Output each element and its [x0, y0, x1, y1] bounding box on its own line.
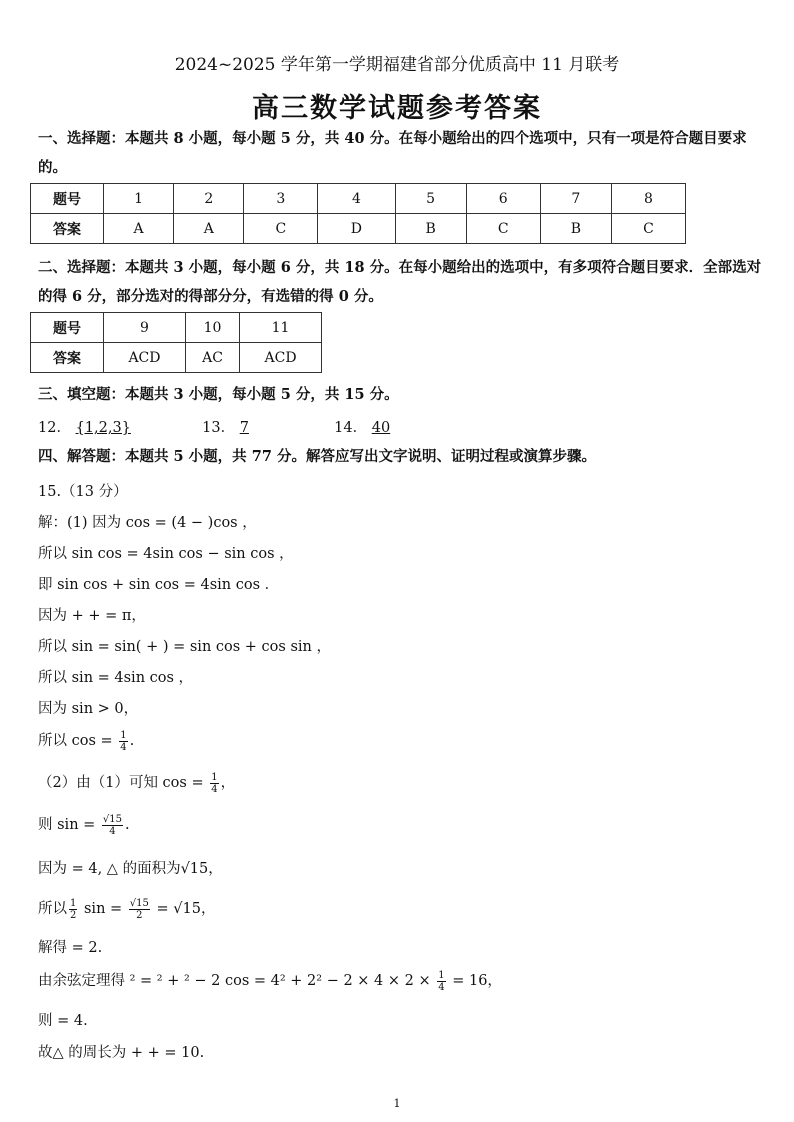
line-text: 则 sin = [38, 817, 100, 833]
answer-cell: B [395, 214, 466, 244]
denominator: 4 [109, 825, 116, 837]
line-text: . [129, 733, 135, 749]
solution-line: 因为 sin > 0， [38, 701, 139, 717]
solution-line [38, 771, 235, 795]
line-text: （2）由（1）可知 cos = [38, 775, 209, 791]
line-text: ， [220, 775, 236, 791]
question-number: 7 [540, 184, 611, 214]
question-number: 8 [612, 184, 686, 214]
question-number: 11 [240, 313, 322, 343]
section3-heading: 三、填空题：本题共 3 小题，每小题 5 分，共 15 分。 [38, 386, 399, 403]
fill-in-answers [38, 416, 390, 437]
item-number: 13． [202, 420, 236, 436]
page-number: 1 [393, 1097, 401, 1110]
table-row [31, 313, 322, 343]
solution-line [38, 897, 215, 921]
answer-cell: AC [185, 343, 239, 373]
fraction [119, 730, 127, 753]
solution-line [38, 813, 130, 837]
denominator: 2 [70, 909, 77, 921]
line-text: = √15， [151, 901, 216, 917]
solution-line [38, 729, 134, 753]
fraction [210, 772, 218, 795]
answer-cell: ACD [104, 343, 186, 373]
fraction [437, 970, 445, 993]
answer-cell: C [612, 214, 686, 244]
table-row [31, 184, 686, 214]
solution-line [38, 969, 502, 993]
solution-line: 所以 sin = 4sin cos ， [38, 670, 194, 686]
section2-answer-table [30, 312, 322, 373]
solution-line: 故△ 的周长为 + + = 10. [38, 1045, 205, 1061]
row-label: 题号 [31, 313, 104, 343]
exam-subtitle: 2024~2025 学年第一学期福建省部分优质高中 11 月联考 [174, 55, 620, 75]
answer-cell: B [540, 214, 611, 244]
table-row [31, 214, 686, 244]
row-label: 题号 [31, 184, 104, 214]
answer-cell: C [466, 214, 540, 244]
item-number: 12． [38, 420, 71, 436]
line-text: sin = [79, 901, 127, 917]
line-text: = 16， [447, 973, 502, 989]
section2-heading: 二、选择题：本题共 3 小题，每小题 6 分，共 18 分。在每小题给出的选项中，有多项符合题目要求．全部选对的得 6 分，部分选对的得部分分，有选错的得 0 分。 [38, 259, 762, 305]
numerator: 1 [120, 729, 127, 741]
solution-line: 因为 = 4, △ 的面积为√15， [38, 861, 223, 877]
fill-answer: 40 [371, 420, 391, 436]
denominator: 2 [136, 909, 143, 921]
numerator: 1 [70, 897, 77, 909]
table-row [31, 343, 322, 373]
solution-line: 所以 sin cos = 4sin cos − sin cos ， [38, 546, 294, 562]
solution-line: 所以 sin = sin( + ) = sin cos + cos sin ， [38, 639, 331, 655]
solution-line: 解：(1) 因为 cos = (4 − )cos ， [38, 515, 257, 531]
line-text: 所以 cos = [38, 733, 118, 749]
row-label: 答案 [31, 343, 104, 373]
question-number: 6 [466, 184, 540, 214]
problem-label: 15.（13 分） [38, 484, 128, 500]
line-text: 所以 [38, 901, 67, 917]
fill-answer: {1,2,3} [75, 420, 131, 436]
numerator: 1 [438, 969, 445, 981]
fraction [102, 814, 123, 837]
question-number: 9 [104, 313, 186, 343]
answer-cell: C [244, 214, 318, 244]
denominator: 4 [120, 741, 127, 753]
question-number: 1 [104, 184, 174, 214]
answer-cell: A [174, 214, 244, 244]
question-number: 2 [174, 184, 244, 214]
fraction [69, 898, 77, 921]
denominator: 4 [211, 783, 218, 795]
page-title: 高三数学试题参考答案 [252, 93, 542, 124]
solution-line: 即 sin cos + sin cos = 4sin cos ． [38, 577, 280, 593]
solution-line: 则 = 4. [38, 1013, 88, 1029]
question-number: 5 [395, 184, 466, 214]
answer-cell: ACD [240, 343, 322, 373]
fill-answer: 7 [239, 420, 249, 436]
section4-heading: 四、解答题：本题共 5 小题，共 77 分。解答应写出文字说明、证明过程或演算步骤。 [38, 448, 596, 465]
question-number: 3 [244, 184, 318, 214]
denominator: 4 [438, 981, 445, 993]
line-text: 由余弦定理得 ² = ² + ² − 2 cos = 4² + 2² − 2 × 4 × 2 × [38, 973, 436, 989]
solution-line: 因为 + + = π， [38, 608, 146, 624]
answer-cell: A [104, 214, 174, 244]
section1-heading: 一、选择题：本题共 8 小题，每小题 5 分，共 40 分。在每小题给出的四个选项中，只有一项是符合题目要求的。 [38, 130, 747, 176]
numerator: 1 [211, 771, 218, 783]
section1-answer-table [30, 183, 686, 244]
row-label: 答案 [31, 214, 104, 244]
question-number: 4 [318, 184, 395, 214]
item-number: 14． [334, 420, 368, 436]
fraction [129, 898, 150, 921]
question-number: 10 [185, 313, 239, 343]
line-text: . [125, 817, 130, 833]
numerator: √15 [129, 897, 149, 909]
solution-line: 解得 = 2. [38, 940, 103, 956]
answer-cell: D [318, 214, 395, 244]
numerator: √15 [102, 813, 123, 825]
